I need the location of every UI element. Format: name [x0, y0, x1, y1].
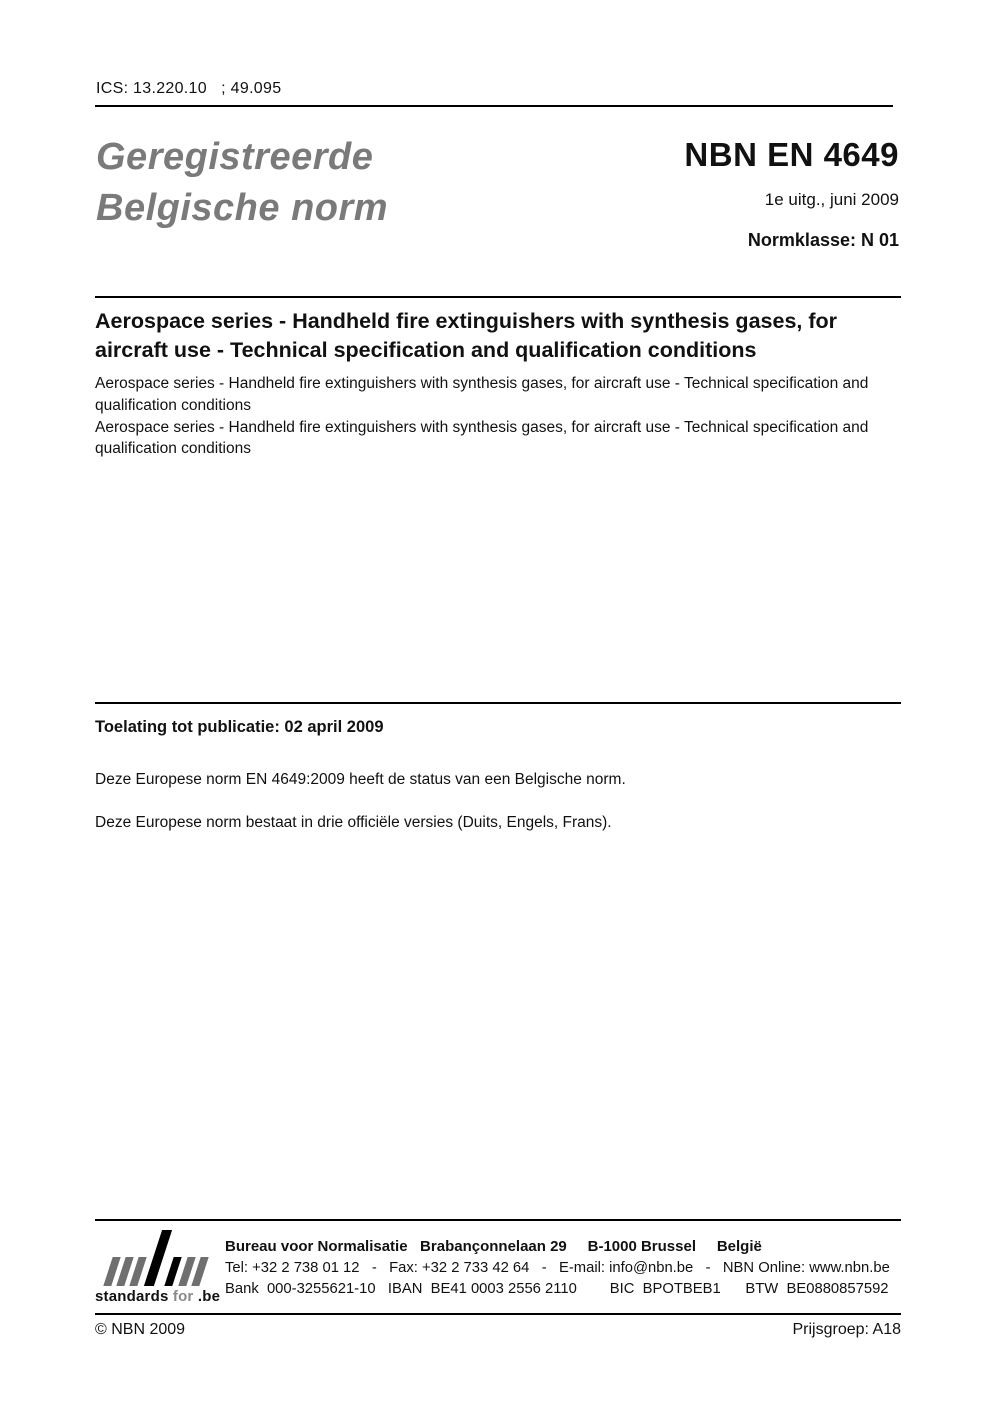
edition-date: 1e uitg., juni 2009 — [764, 190, 899, 209]
standard-identification — [684, 136, 899, 251]
document-type-line-2: Belgische norm — [96, 187, 389, 229]
footer-contact-block — [225, 1229, 890, 1301]
document-type-line-1: Geregistreerde — [96, 136, 374, 178]
logo-tagline-standards: standards — [95, 1288, 169, 1305]
norm-class: Normklasse: N 01 — [747, 230, 899, 250]
top-divider — [95, 105, 893, 107]
footer-bank-line: Bank 000-3255621-10 IBAN BE41 0003 2556 2110 BIC BPOTBEB1 BTW BE0880857592 — [225, 1281, 889, 1297]
footer-address-line: Bureau voor Normalisatie Brabançonnelaan 29 B-1000 Brussel België — [225, 1238, 762, 1255]
logo-tagline-be: .be — [197, 1288, 221, 1305]
status-line: Deze Europese norm EN 4649:2009 heeft de status van een Belgische norm. — [95, 771, 626, 788]
subtitle-2: Aerospace series - Handheld fire extinguishers with synthesis gases, for aircraft use - Technical specification and qualification conditions — [95, 418, 869, 458]
footer-contact-line: Tel: +32 2 738 01 12 - Fax: +32 2 733 42 64 - E-mail: info@nbn.be - NBN Online: www.nbn.be — [225, 1259, 890, 1276]
document-type-heading — [96, 132, 388, 234]
footer-divider — [95, 1219, 901, 1221]
document-title: Aerospace series - Handheld fire extinguishers with synthesis gases, for aircraft use - Technical specification and qualification conditions — [95, 309, 838, 362]
approval-line: Toelating tot publicatie: 02 april 2009 — [95, 718, 384, 736]
versions-line: Deze Europese norm bestaat in drie officiële versies (Duits, Engels, Frans). — [95, 814, 612, 831]
ics-classification: ICS: 13.220.10 ; 49.095 — [96, 80, 282, 97]
subtitle-1: Aerospace series - Handheld fire extinguishers with synthesis gases, for aircraft use - Technical specification and qualification conditions — [95, 375, 869, 414]
logo-tagline — [95, 1288, 221, 1305]
nbn-logo-icon — [95, 1229, 221, 1307]
title-divider — [95, 296, 901, 298]
footer — [95, 1229, 905, 1307]
logo-tagline-for: for — [168, 1288, 198, 1305]
bottom-divider — [95, 1313, 901, 1315]
copyright-label: © NBN 2009 — [95, 1321, 186, 1338]
publication-divider — [95, 702, 901, 704]
bottom-bar — [95, 1321, 901, 1339]
price-group-label: Prijsgroep: A18 — [792, 1321, 901, 1338]
document-subtitles — [95, 373, 910, 460]
standard-code: NBN EN 4649 — [684, 136, 899, 173]
